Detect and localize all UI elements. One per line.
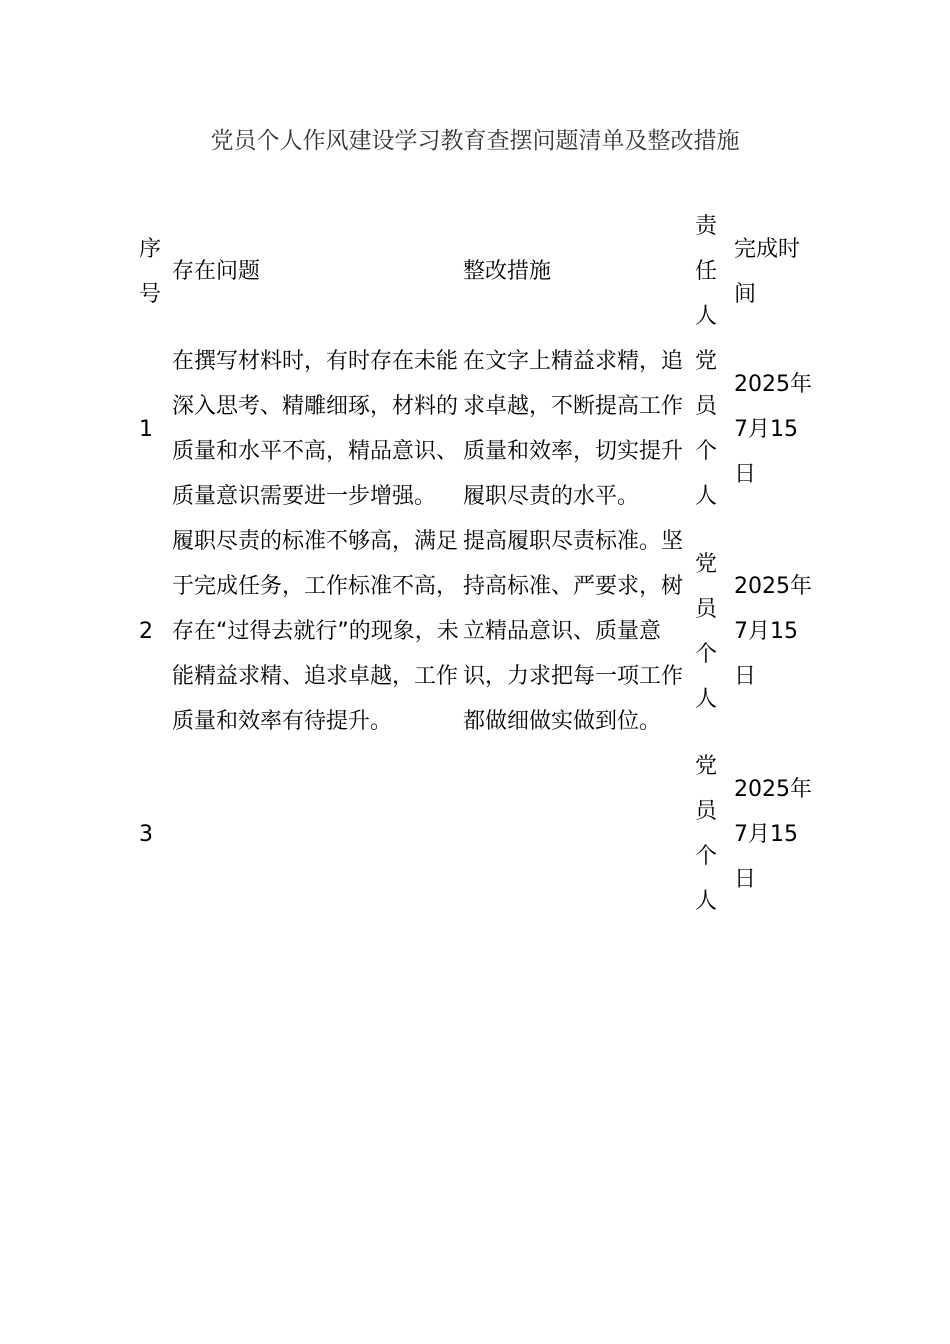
owner-cell: 党员个人 (695, 754, 718, 914)
owner-cell: 党员个人 (695, 349, 718, 509)
measure-cell: 提高履职尽责标准。坚持高标准、严要求，树立精品意识、质量意识，力求把每一项工作都做细做实做到位。 (463, 529, 684, 734)
header-measure: 整改措施 (463, 259, 552, 284)
issue-table (139, 204, 812, 924)
problem-cell: 履职尽责的标准不够高，满足于完成任务，工作标准不高，存在“过得去就行”的现象，未能精益求精、追求卓越，工作质量和效率有待提升。 (172, 529, 459, 734)
row-number: 2 (139, 619, 153, 644)
table-row (139, 519, 812, 744)
completion-time-cell: 2025年7月15日 (734, 371, 812, 487)
completion-time-cell: 2025年7月15日 (734, 574, 812, 689)
table-row (139, 744, 812, 924)
header-serial-number: 序号 (139, 236, 162, 307)
owner-cell: 党员个人 (695, 551, 718, 712)
header-completion-time: 完成时间 (734, 236, 801, 307)
problem-cell: 在撰写材料时，有时存在未能深入思考、精雕细琢，材料的质量和水平不高，精品意识、质量意识需要进一步增强。 (172, 349, 459, 509)
page-title: 党员个人作风建设学习教育查摆问题清单及整改措施 (210, 128, 740, 154)
row-number: 1 (139, 416, 153, 442)
completion-time-cell: 2025年7月15日 (734, 776, 812, 892)
header-problem: 存在问题 (172, 259, 261, 284)
problem-cell (172, 744, 463, 924)
table-header-row (139, 204, 812, 339)
row-number: 3 (139, 821, 153, 847)
table-row (139, 339, 812, 519)
header-owner: 责任人 (695, 214, 718, 329)
measure-cell (463, 744, 695, 924)
measure-cell: 在文字上精益求精，追求卓越，不断提高工作质量和效率，切实提升履职尽责的水平。 (463, 349, 684, 509)
